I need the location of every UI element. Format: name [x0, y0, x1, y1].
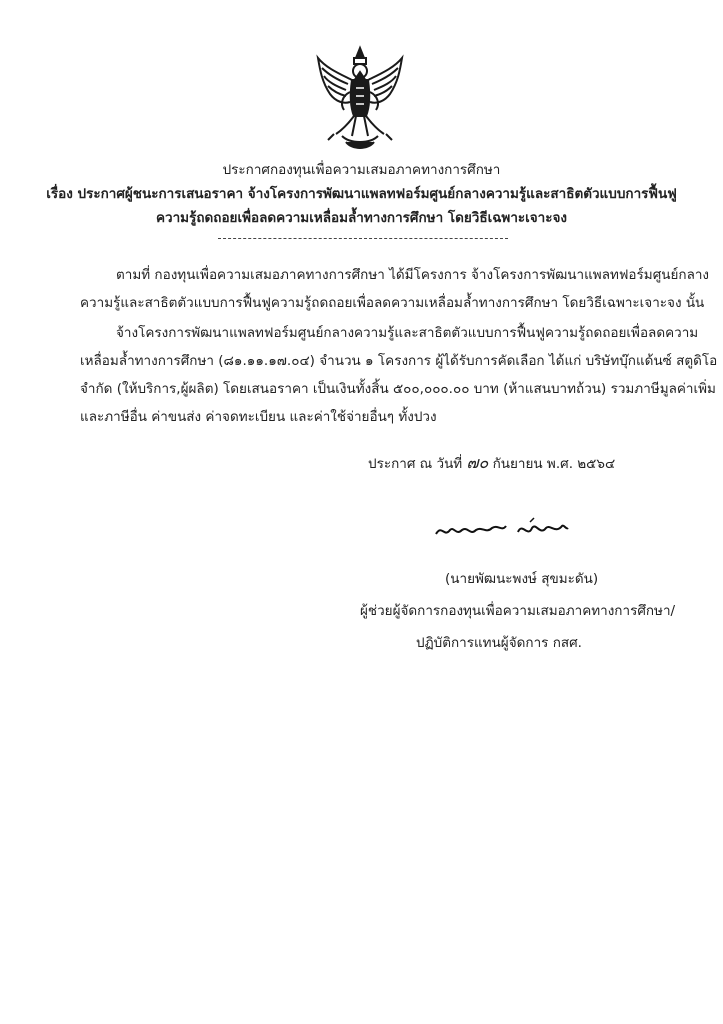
announcement-title: ประกาศกองทุนเพื่อความเสมอภาคทางการศึกษา [222, 162, 501, 178]
paragraph-1-line-2: ความรู้และสาธิตตัวแบบการฟื้นฟูความรู้ถดถอยเพื่อลดความเหลื่อมล้ำทางการศึกษา โดยวิธีเฉพาะเจาะจง นั้น [80, 295, 705, 311]
paragraph-2-line-1: จ้างโครงการพัฒนาแพลทฟอร์มศูนย์กลางความรู้และสาธิตตัวแบบการฟื้นฟูความรู้ถดถอยเพื่อลดความ [116, 325, 699, 341]
signatory-position-line-1: ผู้ช่วยผู้จัดการกองทุนเพื่อความเสมอภาคทางการศึกษา/ [360, 603, 676, 619]
announcement-date [368, 454, 615, 473]
date-day: ๗๐ [466, 453, 489, 472]
date-month-year: กันยายน พ.ศ. ๒๕๖๔ [492, 456, 616, 472]
separator-line [218, 238, 508, 239]
paragraph-2-line-2: เหลื่อมล้ำทางการศึกษา (๘๑.๑๑.๑๗.๐๔) จำนวน ๑ โครงการ ผู้ได้รับการคัดเลือก ได้แก่ บริษัทบุ๊กแด้นซ์ สตูดิโอ [80, 353, 718, 369]
subject-line-1: เรื่อง ประกาศผู้ชนะการเสนอราคา จ้างโครงการพัฒนาแพลทฟอร์มศูนย์กลางความรู้และสาธิตตัวแบบการฟื้นฟู [46, 186, 677, 202]
signatory-name: (นายพัฒนะพงษ์ สุขมะดัน) [445, 571, 599, 587]
paragraph-1-line-1: ตามที่ กองทุนเพื่อความเสมอภาคทางการศึกษา ได้มีโครงการ จ้างโครงการพัฒนาแพลทฟอร์มศูนย์กลาง [116, 267, 710, 283]
date-prefix: ประกาศ ณ วันที่ [368, 456, 463, 472]
garuda-emblem-icon [312, 44, 408, 152]
handwritten-signature [432, 516, 572, 544]
signatory-position-line-2: ปฏิบัติการแทนผู้จัดการ กสศ. [416, 635, 582, 651]
paragraph-2-line-3: จำกัด (ให้บริการ,ผู้ผลิต) โดยเสนอราคา เป็นเงินทั้งสิ้น ๕๐๐,๐๐๐.๐๐ บาท (ห้าแสนบาทถ้วน) รวมภาษีมูลค่าเพิ่ม [80, 381, 716, 397]
subject-line-2: ความรู้ถดถอยเพื่อลดความเหลื่อมล้ำทางการศึกษา โดยวิธีเฉพาะเจาะจง [155, 210, 568, 226]
paragraph-2-line-4: และภาษีอื่น ค่าขนส่ง ค่าจดทะเบียน และค่าใช้จ่ายอื่นๆ ทั้งปวง [80, 409, 437, 425]
